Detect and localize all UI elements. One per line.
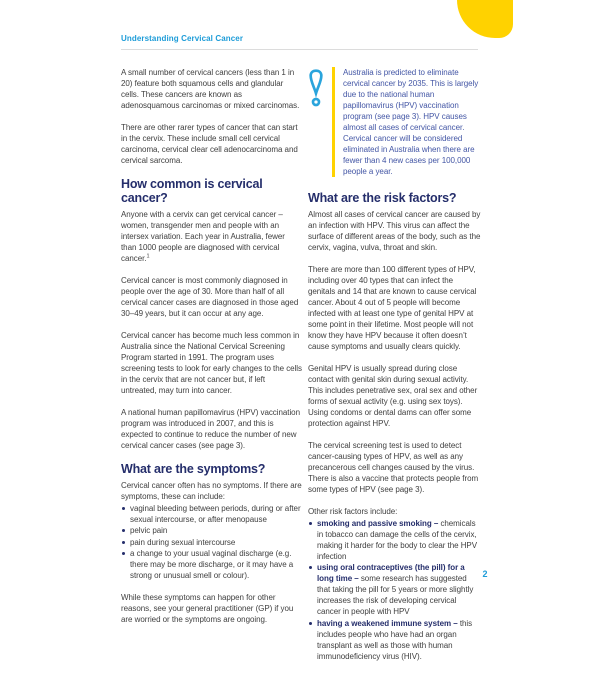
section-heading-risk-factors: What are the risk factors? [308,191,457,205]
exclamation-icon [308,67,332,177]
intro-paragraph: There are other rarer types of cancer that can start in the cervix. These include small cell cervical carcinoma, cervical clear cell adenocarcinoma and cervical sarcoma. [121,123,298,165]
risk-factor-text: chemicals in tobacco can damage the cells of the cervix, making it harder for the body to clear the HPV infection [317,518,478,561]
body-paragraph: Almost all cases of cervical cancer are caused by an infection with HPV. This virus can affect the surface of different areas of the body, such as the cervix, vagina, vulva, throat and skin. [308,210,481,252]
risk-factor-lead: having a weakened immune system – [317,618,460,628]
body-paragraph: Cervical cancer is most commonly diagnosed in people over the age of 30. More than half of all cervical cancer cases are diagnosed in those aged 30–49 years, but it can occur at any age. [121,276,299,318]
running-title: Understanding Cervical Cancer [121,34,244,43]
body-paragraph: Cervical cancer has become much less common in Australia since the National Cervical Screening Program started in 1991. The program uses screening tests to look for early changes to the cells in the cervix that are not cancer but, if left untreated, may turn into cancer. [121,331,302,395]
list-item [308,618,481,662]
yellow-corner-decoration [457,0,513,38]
section-heading-how-common: How common is cervical cancer? [121,177,263,205]
list-item: vaginal bleeding between periods, during or after sexual intercourse, or after menopause [121,503,302,525]
risk-factor-lead: smoking and passive smoking – [317,518,441,528]
section-heading-symptoms: What are the symptoms? [121,462,266,476]
callout-text: Australia is predicted to eliminate cervical cancer by 2035. This is largely due to the national human papillomavirus (HPV) vaccination program (see page 3). HPV causes almost all cases of cervical cancer. Cervical cancer will be considered eliminated in Australia when there are fewer than 4 new cases per 100,000 people a year. [343,68,479,176]
right-column [308,67,481,673]
callout-accent-bar [332,67,335,177]
symptoms-list [121,503,302,582]
list-item: a change to your usual vaginal discharge (e.g. there may be more discharge, or it may have a strong or unusual smell or colour). [121,548,302,581]
body-paragraph: A national human papillomavirus (HPV) vaccination program was introduced in 2007, and this is expected to continue to reduce the number of new cervical cancer cases (see page 3). [121,408,300,450]
list-item: pain during sexual intercourse [121,537,302,548]
risk-factors-list [308,518,481,662]
body-paragraph: There are more than 100 different types of HPV, including over 40 types that can infect the genitals and 14 that are known to cause cervical cancer. About 4 out of 5 people will become infected with at least one type of genital HPV at some point in their lifetime. Most people will not know they have HPV because it often doesn’t cause symptoms and usually clears quickly. [308,265,477,351]
body-paragraph: The cervical screening test is used to detect cancer-causing types of HPV, as well as any precancerous cell changes caused by the virus. There is also a vaccine that protects people from some types of HPV (see page 3). [308,441,479,494]
page-number: 2 [482,569,488,579]
left-column [121,67,302,673]
body-paragraph: While these symptoms can happen for other reasons, see your general practitioner (GP) if you are worried or the symptoms are ongoing. [121,593,294,624]
body-paragraph: Cervical cancer often has no symptoms. If there are symptoms, these can include: [121,481,302,501]
footnote-marker: 1 [146,253,150,260]
content-columns [121,67,481,673]
risk-factor-lead: using oral contraceptives (the pill) for a long time – [317,563,465,583]
body-paragraph: Genital HPV is usually spread during close contact with genital skin during sexual activity. This includes penetrative sex, oral sex and other forms of sexual activity (e.g. using sex toys). Using condoms or dental dams can offer some protection against HPV. [308,364,478,428]
body-paragraph [121,209,302,264]
body-paragraph: Other risk factors include: [308,507,398,516]
risk-factor-text: some research has suggested that taking the pill for 5 years or more slightly increases the risk of developing cervical cancer in people with HPV [317,574,474,616]
document-header [121,34,478,50]
header-divider [121,49,478,50]
highlight-callout [308,67,481,177]
paragraph-text: Anyone with a cervix can get cervical cancer – women, transgender men and people with an intersex variation. Each year in Australia, fewer than 1000 people are diagnosed with cervical cancer. [121,210,285,263]
intro-paragraph: A small number of cervical cancers (less than 1 in 20) feature both squamous cells and glandular cells. These cancers are known as adenosquamous carcinomas or mixed carcinomas. [121,68,300,110]
risk-factor-text: this includes people who have had an organ transplant as well as those with human immunodeficiency virus (HIV). [317,618,473,661]
list-item [308,518,481,562]
list-item [308,562,481,617]
list-item: pelvic pain [121,525,302,536]
